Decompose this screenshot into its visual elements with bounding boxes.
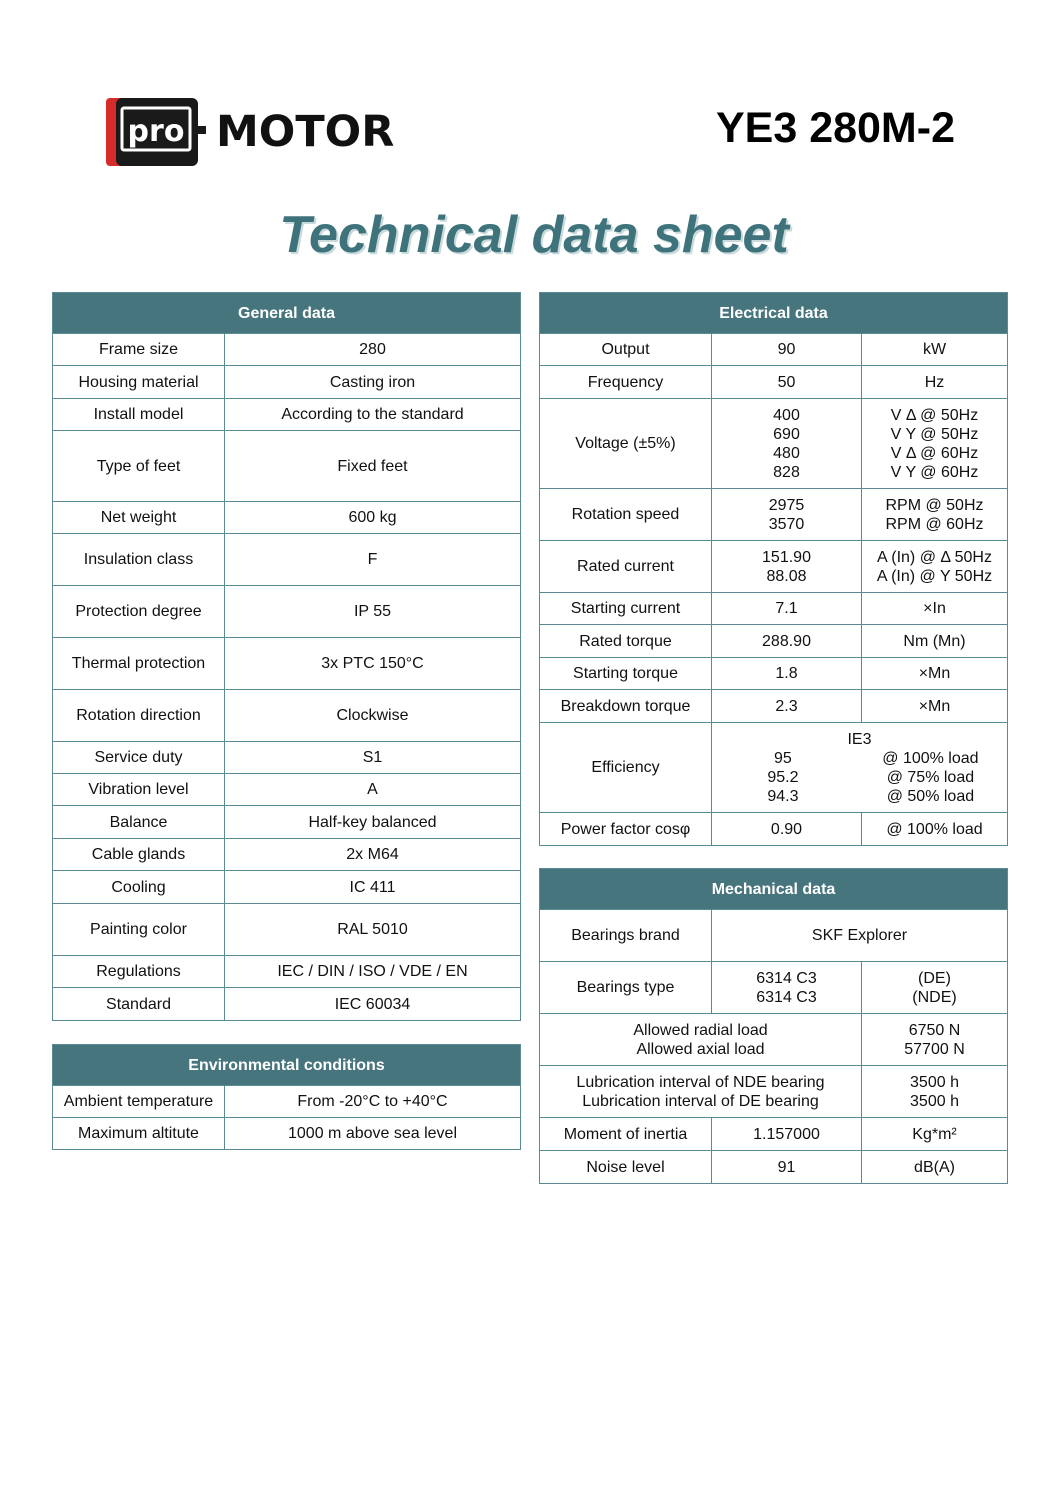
row-value: Half-key balanced — [225, 806, 521, 839]
voltage-value: 690 — [773, 425, 800, 443]
bearings-type-label: Bearings type — [540, 962, 712, 1014]
general-data-heading: General data — [53, 293, 521, 334]
mechanical-data-heading: Mechanical data — [540, 869, 1008, 910]
voltage-unit: V Δ @ 50Hz — [890, 406, 979, 424]
noise-value: 91 — [712, 1151, 862, 1184]
lubrication-value: 3500 h — [910, 1092, 959, 1110]
bearings-brand-label: Bearings brand — [540, 910, 712, 962]
rated-torque-value: 288.90 — [712, 625, 862, 658]
row-label: Vibration level — [53, 774, 225, 806]
mechanical-data-table — [539, 868, 1008, 1184]
row-label: Frame size — [53, 334, 225, 366]
efficiency-unit: @ 100% load — [882, 749, 979, 767]
voltage-values — [712, 399, 862, 489]
output-unit: kW — [862, 334, 1008, 366]
voltage-value: 480 — [773, 444, 800, 462]
inertia-label: Moment of inertia — [540, 1118, 712, 1151]
efficiency-value: 95.2 — [767, 768, 799, 786]
row-value: Casting iron — [225, 366, 521, 399]
output-value: 90 — [712, 334, 862, 366]
rated-torque-unit: Nm (Mn) — [862, 625, 1008, 658]
row-label: Type of feet — [53, 431, 225, 502]
model-name: YE3 280M-2 — [715, 104, 955, 152]
lubrication-value: 3500 h — [910, 1073, 959, 1091]
rated-torque-label: Rated torque — [540, 625, 712, 658]
efficiency-value: 94.3 — [767, 787, 799, 805]
row-label: Balance — [53, 806, 225, 839]
frequency-value: 50 — [712, 366, 862, 399]
logo-badge-icon — [106, 96, 206, 168]
voltage-unit: V Y @ 50Hz — [890, 425, 979, 443]
breakdown-torque-label: Breakdown torque — [540, 690, 712, 723]
row-label: Insulation class — [53, 534, 225, 586]
bearings-type-units — [862, 962, 1008, 1014]
voltage-value: 828 — [773, 463, 800, 481]
row-label: Thermal protection — [53, 638, 225, 690]
efficiency-value: 95 — [774, 749, 792, 767]
output-label: Output — [540, 334, 712, 366]
frequency-unit: Hz — [862, 366, 1008, 399]
logo-pro-text: pro — [127, 114, 185, 149]
row-value: 1000 m above sea level — [225, 1118, 521, 1150]
power-factor-value: 0.90 — [712, 813, 862, 846]
row-value: IP 55 — [225, 586, 521, 638]
starting-torque-value: 1.8 — [712, 658, 862, 690]
row-value: 280 — [225, 334, 521, 366]
starting-current-value: 7.1 — [712, 593, 862, 625]
noise-unit: dB(A) — [862, 1151, 1008, 1184]
row-label: Maximum altitute — [53, 1118, 225, 1150]
voltage-label: Voltage (±5%) — [540, 399, 712, 489]
bearings-type-values — [712, 962, 862, 1014]
voltage-units — [862, 399, 1008, 489]
efficiency-label: Efficiency — [540, 723, 712, 813]
row-label: Protection degree — [53, 586, 225, 638]
current-values — [712, 541, 862, 593]
row-label: Cooling — [53, 871, 225, 904]
efficiency-numbers — [712, 749, 854, 806]
breakdown-torque-value: 2.3 — [712, 690, 862, 723]
page-title: Technical data sheet — [279, 206, 789, 264]
frequency-label: Frequency — [540, 366, 712, 399]
row-label: Housing material — [53, 366, 225, 399]
lubrication-labels — [540, 1066, 862, 1118]
electrical-data-heading: Electrical data — [540, 293, 1008, 334]
noise-label: Noise level — [540, 1151, 712, 1184]
speed-unit: RPM @ 50Hz — [885, 496, 984, 514]
row-value: IEC / DIN / ISO / VDE / EN — [225, 956, 521, 988]
row-label: Service duty — [53, 742, 225, 774]
bearing-type-value: 6314 C3 — [756, 969, 817, 987]
bearing-type-value: 6314 C3 — [756, 988, 817, 1006]
speed-units — [862, 489, 1008, 541]
row-label: Ambient temperature — [53, 1086, 225, 1118]
row-value: RAL 5010 — [225, 904, 521, 956]
row-label: Standard — [53, 988, 225, 1021]
electrical-data-table — [539, 292, 1008, 846]
starting-torque-label: Starting torque — [540, 658, 712, 690]
lubrication-values — [862, 1066, 1008, 1118]
power-factor-label: Power factor cosφ — [540, 813, 712, 846]
current-unit: A (In) @ Δ 50Hz — [877, 548, 992, 566]
lubrication-label: Lubrication interval of NDE bearing — [576, 1073, 825, 1091]
efficiency-unit: @ 75% load — [886, 768, 975, 786]
row-value: IC 411 — [225, 871, 521, 904]
speed-value: 3570 — [768, 515, 805, 533]
voltage-unit: V Δ @ 60Hz — [890, 444, 979, 462]
bearing-type-unit: (NDE) — [912, 988, 957, 1006]
row-label: Painting color — [53, 904, 225, 956]
current-value: 88.08 — [766, 567, 807, 585]
row-value: 3x PTC 150°C — [225, 638, 521, 690]
row-value: Fixed feet — [225, 431, 521, 502]
row-value: F — [225, 534, 521, 586]
efficiency-values — [712, 723, 1008, 813]
current-value: 151.90 — [762, 548, 811, 566]
row-value: IEC 60034 — [225, 988, 521, 1021]
general-data-table — [52, 292, 521, 1021]
environmental-heading: Environmental conditions — [53, 1045, 521, 1086]
row-label: Regulations — [53, 956, 225, 988]
row-label: Rotation direction — [53, 690, 225, 742]
row-value: 2x M64 — [225, 839, 521, 871]
row-label: Cable glands — [53, 839, 225, 871]
row-value: From -20°C to +40°C — [225, 1086, 521, 1118]
row-value: 600 kg — [225, 502, 521, 534]
voltage-value: 400 — [773, 406, 800, 424]
load-label: Allowed radial load — [633, 1021, 768, 1039]
current-units — [862, 541, 1008, 593]
inertia-value: 1.157000 — [712, 1118, 862, 1151]
efficiency-loads — [854, 749, 1007, 806]
speed-label: Rotation speed — [540, 489, 712, 541]
row-value: S1 — [225, 742, 521, 774]
row-value: According to the standard — [225, 399, 521, 431]
load-label: Allowed axial load — [636, 1040, 765, 1058]
environmental-conditions-table — [52, 1044, 521, 1150]
bearings-brand-value: SKF Explorer — [712, 910, 1008, 962]
speed-unit: RPM @ 60Hz — [885, 515, 984, 533]
pro-motor-logo — [106, 96, 426, 168]
loads-values — [862, 1014, 1008, 1066]
load-value: 6750 N — [908, 1021, 961, 1039]
bearing-type-unit: (DE) — [918, 969, 951, 987]
lubrication-label: Lubrication interval of DE bearing — [582, 1092, 819, 1110]
current-unit: A (In) @ Y 50Hz — [876, 567, 993, 585]
speed-values — [712, 489, 862, 541]
logo-motor-text: MOTOR — [216, 107, 395, 157]
speed-value: 2975 — [768, 496, 805, 514]
row-value: A — [225, 774, 521, 806]
efficiency-class: IE3 — [847, 730, 872, 748]
loads-labels — [540, 1014, 862, 1066]
voltage-unit: V Y @ 60Hz — [890, 463, 979, 481]
inertia-unit: Kg*m² — [862, 1118, 1008, 1151]
efficiency-grid — [712, 749, 1007, 806]
starting-current-unit: ×In — [862, 593, 1008, 625]
row-label: Install model — [53, 399, 225, 431]
load-value: 57700 N — [904, 1040, 965, 1058]
efficiency-unit: @ 50% load — [886, 787, 975, 805]
starting-torque-unit: ×Mn — [862, 658, 1008, 690]
starting-current-label: Starting current — [540, 593, 712, 625]
row-label: Net weight — [53, 502, 225, 534]
current-label: Rated current — [540, 541, 712, 593]
power-factor-unit: @ 100% load — [862, 813, 1008, 846]
breakdown-torque-unit: ×Mn — [862, 690, 1008, 723]
row-value: Clockwise — [225, 690, 521, 742]
